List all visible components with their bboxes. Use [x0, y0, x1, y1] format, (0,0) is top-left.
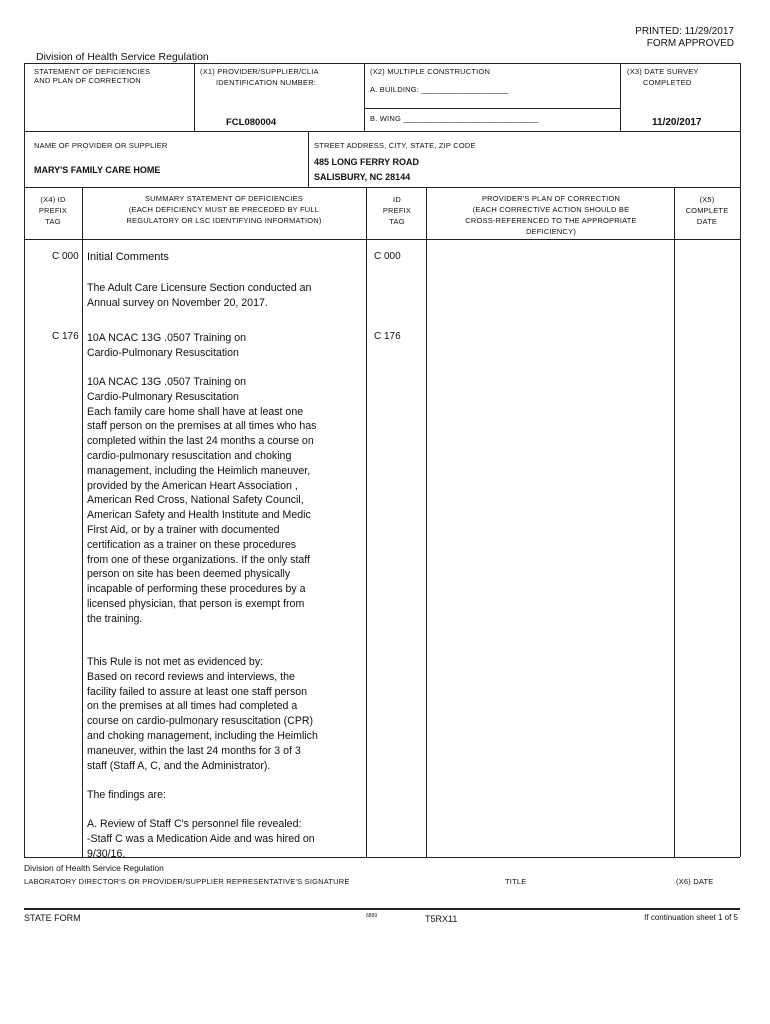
survey-date: 11/20/2017: [652, 117, 702, 128]
c176-tag: C 176: [52, 331, 79, 342]
c176-id: C 176: [374, 331, 401, 342]
division-title: Division of Health Service Regulation: [36, 51, 209, 63]
provider-id: FCL080004: [226, 117, 277, 128]
wing-field: B. WING _______________________________: [370, 114, 539, 123]
provider-name: MARY'S FAMILY CARE HOME: [34, 165, 161, 175]
c000-title: Initial Comments: [87, 251, 169, 263]
x3-sublabel: COMPLETED: [643, 78, 692, 87]
date-label: (X6) DATE: [676, 877, 714, 886]
provider-name-label: NAME OF PROVIDER OR SUPPLIER: [34, 141, 168, 150]
c000-tag: C 000: [52, 251, 79, 262]
address-line2: SALISBURY, NC 28144: [314, 172, 411, 182]
title-label: TITLE: [505, 877, 527, 886]
form-code: 6899: [366, 913, 378, 919]
staff-c-review: A. Review of Staff C's personnel file revealed: -Staff C was a Medication Aide and was hired on 9/30/16.: [87, 818, 315, 860]
footer-division: Division of Health Service Regulation: [24, 863, 164, 873]
address-line1: 485 LONG FERRY ROAD: [314, 157, 420, 167]
building-field: A. BUILDING: ____________________: [370, 85, 509, 94]
state-form-label: STATE FORM: [24, 913, 81, 923]
signature-label: LABORATORY DIRECTOR'S OR PROVIDER/SUPPLIER REPRESENTATIVE'S SIGNATURE: [24, 877, 350, 886]
event-id: T5RX11: [425, 914, 458, 924]
c176-not-met-text: This Rule is not met as evidenced by: Based on record reviews and interviews, the facility failed to assure at least one staff person on the premises at all times had completed a course on cardio-pulmonary resuscitation (CPR) and choking management, including the Heimlich maneuver, within the last 24 months for 3 of 3 staff (Staff A, C, and the Administrator).: [87, 656, 318, 772]
x1-sublabel: IDENTIFICATION NUMBER:: [216, 78, 317, 87]
x1-label: (X1) PROVIDER/SUPPLIER/CLIA: [200, 67, 319, 76]
c000-id: C 000: [374, 251, 401, 262]
statement-label: STATEMENT OF DEFICIENCIES AND PLAN OF CORRECTION: [34, 67, 151, 85]
x2-label: (X2) MULTIPLE CONSTRUCTION: [370, 67, 491, 76]
x5-header: (X5) COMPLETE DATE: [685, 195, 729, 226]
address-label: STREET ADDRESS, CITY, STATE, ZIP CODE: [314, 141, 476, 150]
c000-body: The Adult Care Licensure Section conducted an Annual survey on November 20, 2017.: [87, 282, 312, 309]
x3-label: (X3) DATE SURVEY: [627, 67, 699, 76]
x4-header: (X4) ID PREFIX TAG: [38, 195, 68, 226]
form-approved: FORM APPROVED: [646, 38, 734, 49]
c176-rule-text: 10A NCAC 13G .0507 Training on Cardio-Pulmonary Resuscitation Each family care home shall have at least one staff person on the premises at all times who has completed within the last 24 months a course on cardio-pulmonary resuscitation and choking management, including the Heimlich maneuver, provided by the American Heart Association , American Red Cross, National Safety Council, American Safety and Health Institute and Medic First Aid, or by a trainer with documented certification as a trainer on these procedures from one of these organizations. If the only staff person on site has been deemed physically incapable of performing these procedures by a licensed physician, that person is exempt from the training.: [87, 376, 317, 625]
printed-date: PRINTED: 11/29/2017: [635, 26, 734, 37]
summary-header: SUMMARY STATEMENT OF DEFICIENCIES (EACH DEFICIENCY MUST BE PRECEDED BY FULL REGULATORY OR LSC IDENTIFYING INFORMATION): [126, 194, 322, 225]
plan-header: PROVIDER'S PLAN OF CORRECTION (EACH CORRECTIVE ACTION SHOULD BE CROSS-REFERENCED TO THE APPROPRIATE DEFICIENCY): [465, 194, 637, 236]
id-prefix-header: ID PREFIX TAG: [382, 195, 412, 226]
continuation-sheet: If continuation sheet 1 of 5: [644, 913, 738, 922]
findings-label: The findings are:: [87, 789, 166, 801]
c176-title: 10A NCAC 13G .0507 Training on Cardio-Pulmonary Resuscitation: [87, 332, 247, 359]
